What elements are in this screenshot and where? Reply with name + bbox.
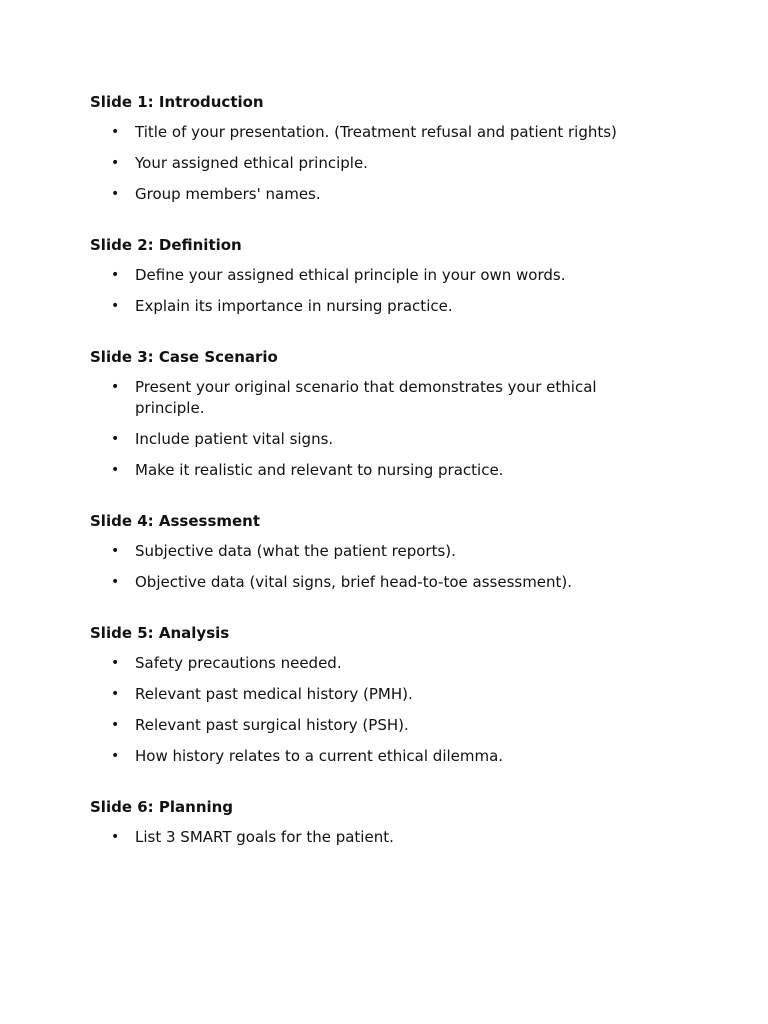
list-item-text: List 3 SMART goals for the patient. (135, 828, 394, 846)
list-item (90, 653, 635, 674)
bullet-icon: • (111, 462, 120, 478)
list-item (90, 746, 635, 767)
list-item-text: How history relates to a current ethical dilemma. (135, 747, 504, 765)
bullet-icon: • (111, 155, 120, 171)
list-item (90, 684, 635, 705)
list-item-text: Present your original scenario that demonstrates your ethical principle. (135, 378, 597, 417)
list-item-text: Title of your presentation. (Treatment refusal and patient rights) (135, 123, 617, 141)
section-title: Slide 3: Case Scenario (90, 348, 278, 366)
bullet-list (90, 541, 678, 593)
bullet-icon: • (111, 186, 120, 202)
section-slide-3 (90, 347, 678, 481)
list-item (90, 572, 635, 593)
section-slide-5 (90, 623, 678, 767)
section-title: Slide 1: Introduction (90, 93, 264, 111)
section-slide-6 (90, 797, 678, 848)
list-item (90, 153, 635, 174)
bullet-icon: • (111, 655, 120, 671)
section-title: Slide 4: Assessment (90, 512, 261, 530)
list-item (90, 122, 635, 143)
list-item-text: Relevant past surgical history (PSH). (135, 716, 409, 734)
section-slide-1 (90, 92, 678, 205)
bullet-icon: • (111, 431, 120, 447)
bullet-list (90, 122, 678, 205)
bullet-list (90, 377, 678, 481)
list-item-text: Your assigned ethical principle. (135, 154, 368, 172)
bullet-icon: • (111, 748, 120, 764)
list-item (90, 429, 635, 450)
list-item-text: Group members' names. (135, 185, 321, 203)
list-item (90, 296, 635, 317)
bullet-icon: • (111, 686, 120, 702)
section-title: Slide 5: Analysis (90, 624, 230, 642)
section-title: Slide 2: Definition (90, 236, 242, 254)
bullet-list (90, 653, 678, 767)
list-item-text: Make it realistic and relevant to nursing practice. (135, 461, 504, 479)
bullet-icon: • (111, 267, 120, 283)
bullet-icon: • (111, 829, 120, 845)
list-item (90, 827, 635, 848)
list-item (90, 460, 635, 481)
bullet-list (90, 265, 678, 317)
list-item-text: Explain its importance in nursing practice. (135, 297, 453, 315)
list-item-text: Include patient vital signs. (135, 430, 334, 448)
section-slide-4 (90, 511, 678, 593)
list-item (90, 265, 635, 286)
section-title: Slide 6: Planning (90, 798, 234, 816)
bullet-icon: • (111, 717, 120, 733)
list-item-text: Relevant past medical history (PMH). (135, 685, 413, 703)
bullet-list (90, 827, 678, 848)
list-item-text: Subjective data (what the patient reports). (135, 542, 456, 560)
bullet-icon: • (111, 543, 120, 559)
bullet-icon: • (111, 574, 120, 590)
list-item (90, 541, 635, 562)
bullet-icon: • (111, 124, 120, 140)
bullet-icon: • (111, 379, 120, 395)
list-item (90, 184, 635, 205)
list-item-text: Safety precautions needed. (135, 654, 342, 672)
section-slide-2 (90, 235, 678, 317)
list-item-text: Objective data (vital signs, brief head-to-toe assessment). (135, 573, 573, 591)
list-item (90, 715, 635, 736)
list-item (90, 377, 635, 419)
list-item-text: Define your assigned ethical principle in your own words. (135, 266, 566, 284)
bullet-icon: • (111, 298, 120, 314)
